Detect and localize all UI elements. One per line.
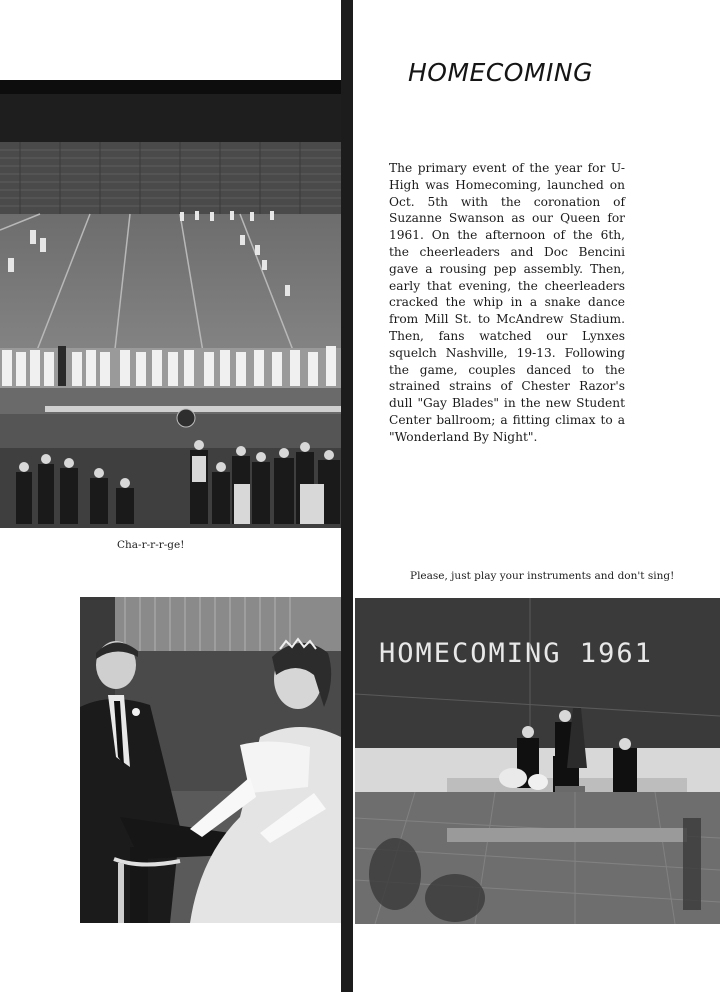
homecoming-dance-photo bbox=[355, 598, 720, 924]
page-gutter bbox=[341, 0, 353, 992]
queen-coronation-photo bbox=[80, 597, 341, 923]
band-photo-caption: Please, just play your instruments and don't sing! bbox=[410, 570, 675, 582]
football-game-photo bbox=[0, 80, 341, 528]
homecoming-article-text: The primary event of the year for U-High was Homecoming, launched on Oct. 5th with the coronation of Suzanne Swanson as our Queen for 1961. On the afternoon of the 6th, the cheerleaders and Doc Bencini gave a rousing pep assembly. Then, early that evening, the cheerleaders cracked the whip in a snake dance from Mill St. to McAndrew Stadium. Then, fans watched our Lynxes squelch Nashville, 19-13. Following the game, couples danced to the strained strains of Chester Razor's dull "Gay Blades" in the new Student Center ballroom; a fitting climax to a "Wonderland By Night". bbox=[389, 161, 625, 444]
page-title: HOMECOMING bbox=[408, 58, 593, 87]
homecoming-banner-text: HOMECOMING 1961 bbox=[379, 638, 653, 669]
football-photo-caption: Cha-r-r-r-ge! bbox=[117, 539, 185, 551]
